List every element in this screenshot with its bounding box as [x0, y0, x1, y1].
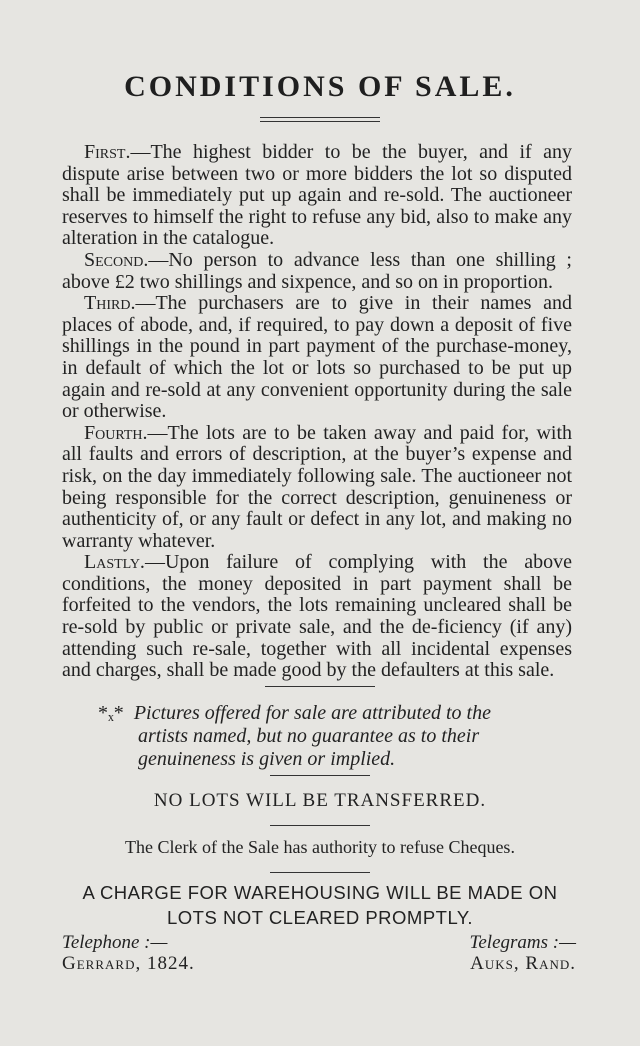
- telephone-block: [62, 932, 195, 974]
- condition-text: —The highest bidder to be the buyer, and if any dispute arise between two or more bidders the lot so disputed shall be immediately put up again and re-sold. The auctioneer reserves to himself the right to refuse any bid, also to make any alteration in the catalogue.: [62, 141, 572, 250]
- section-divider: [270, 872, 370, 873]
- warehousing-line-2: LOTS NOT CLEARED PROMPTLY.: [167, 907, 473, 928]
- condition-text: —The lots are to be taken away and paid for, with all faults and errors of description, at the buyer’s expense and risk, on the day immediately following sale. The auctioneer not being responsible for the correct description, genuineness or authenticity of, or any fault or defect in any lot, and making no warranty whatever.: [62, 421, 572, 552]
- condition-lead: First.: [84, 141, 131, 163]
- condition-lead: Fourth.: [84, 421, 148, 444]
- title-divider-bottom: [260, 121, 380, 122]
- condition-text: —Upon failure of complying with the above conditions, the money deposited in part payment shall be forfeited to the vendors, the lots remaining uncleared shall be re-sold by public or private sale, and the de-ficiency (if any) attending such re-sale, together with all incidental expenses and charges, shall be made good by the defaulters at this sale.: [62, 551, 572, 682]
- warehousing-line-1: A CHARGE FOR WAREHOUSING WILL BE MADE ON: [82, 882, 558, 903]
- condition-second: [62, 250, 572, 293]
- section-divider: [270, 825, 370, 826]
- pictures-note-line-1: *ₓ* Pictures offered for sale are attributed to the: [98, 702, 491, 724]
- cheque-notice: The Clerk of the Sale has authority to refuse Cheques.: [125, 837, 515, 857]
- condition-text: —The purchasers are to give in their names and places of abode, and, if required, to pay down a deposit of five shillings in the pound in part payment of the purchase-money, in default of which the lot or lots so purchased to be put up again and re-sold at any convenient opportunity during the sale or otherwise.: [62, 292, 572, 423]
- pictures-note: [98, 702, 538, 771]
- pictures-note-line-3: genuineness is given or implied.: [138, 748, 396, 770]
- title-divider-top: [260, 117, 380, 118]
- telephone-label: Telephone :—: [62, 932, 168, 953]
- warehousing-notice: [0, 880, 640, 930]
- section-divider: [265, 686, 375, 687]
- telegrams-label: Telegrams :—: [469, 932, 576, 953]
- condition-lastly: [62, 552, 572, 682]
- condition-first: [62, 142, 572, 250]
- condition-lead: Lastly.: [84, 551, 145, 574]
- telegrams-block: [470, 932, 576, 974]
- telephone-value: Gerrard, 1824.: [62, 953, 195, 974]
- asterism-mark: *ₓ*: [98, 702, 124, 724]
- condition-fourth: [62, 423, 572, 553]
- condition-lead: Third.: [84, 292, 136, 315]
- telegrams-value: Auks, Rand.: [470, 953, 576, 974]
- no-transfer-notice: NO LOTS WILL BE TRANSFERRED.: [153, 790, 487, 811]
- condition-lead: Second.: [84, 248, 149, 271]
- condition-text: —No person to advance less than one shilling ; above £2 two shillings and sixpence, and so on in proportion.: [62, 248, 572, 293]
- conditions-list: [62, 142, 572, 682]
- page-title: CONDITIONS OF SALE.: [124, 70, 516, 103]
- pictures-note-line-2: artists named, but no guarantee as to their: [138, 725, 480, 747]
- section-divider: [270, 775, 370, 776]
- condition-third: [62, 293, 572, 423]
